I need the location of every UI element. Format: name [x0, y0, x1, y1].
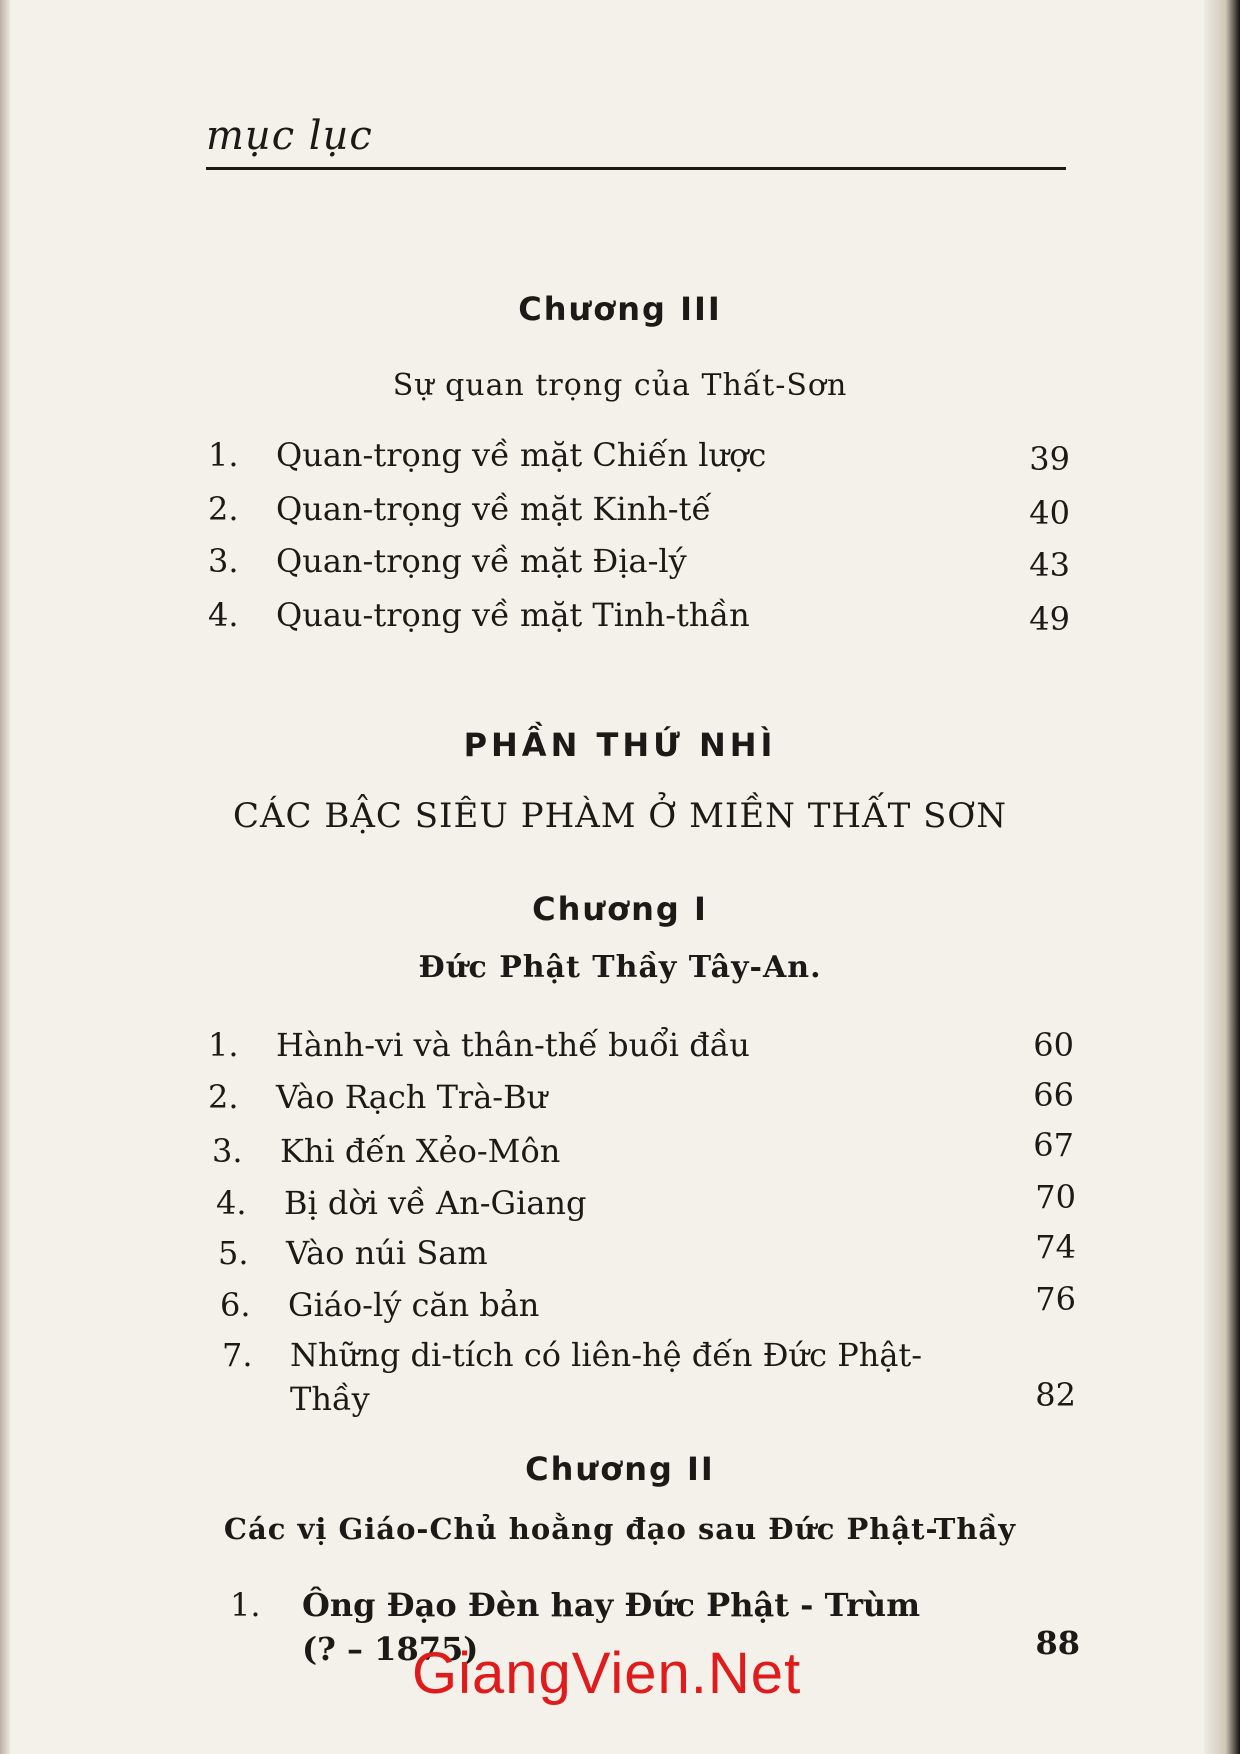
entry-title: Những di-tích có liên-hệ đến Đức Phật-: [290, 1336, 923, 1374]
entry-page: 88: [1035, 1624, 1080, 1662]
entry-title: Vào núi Sam: [286, 1234, 488, 1272]
running-head: mục lục: [206, 113, 373, 159]
entry-page: 40: [1029, 494, 1070, 532]
entry-number: 1.: [208, 436, 239, 474]
entry-number: 3.: [212, 1132, 243, 1170]
entry-title: Quau-trọng về mặt Tinh-thần: [276, 596, 750, 634]
part-heading: PHẦN THỨ NHÌ: [463, 726, 777, 764]
entry-page: 66: [1033, 1076, 1074, 1114]
page-left-edge: [0, 0, 10, 1754]
part-subtitle: CÁC BẬC SIÊU PHÀM Ở MIỀN THẤT SƠN: [232, 796, 1008, 836]
entry-title-continued: (? – 1875): [302, 1630, 479, 1668]
watermark: GiangVien.Net: [412, 1641, 802, 1706]
entry-number: 1.: [208, 1026, 239, 1064]
entry-page: 82: [1035, 1376, 1076, 1414]
header-rule: [206, 167, 1066, 170]
chapter-3-subtitle: Sự quan trọng của Thất-Sơn: [392, 368, 848, 403]
entry-number: 7.: [222, 1336, 253, 1374]
entry-number: 2.: [208, 490, 239, 528]
entry-title-continued: Thầy: [290, 1380, 370, 1418]
entry-number: 2.: [208, 1078, 239, 1116]
entry-number: 5.: [218, 1234, 249, 1272]
page-right-edge: [1204, 0, 1240, 1754]
entry-title: Khi đến Xẻo-Môn: [280, 1132, 561, 1170]
chapter-2-subtitle: Các vị Giáo-Chủ hoằng đạo sau Đức Phật-Thầy: [223, 1512, 1017, 1546]
entry-page: 43: [1029, 546, 1070, 584]
chapter-1-subtitle: Đức Phật Thầy Tây-An.: [418, 950, 822, 985]
entry-title: Quan-trọng về mặt Chiến lược: [276, 436, 767, 474]
entry-number: 4.: [208, 596, 239, 634]
entry-title: Vào Rạch Trà-Bư: [276, 1078, 548, 1116]
entry-title: Quan-trọng về mặt Địa-lý: [276, 542, 687, 580]
chapter-1-heading: Chương I: [532, 890, 708, 928]
entry-number: 3.: [208, 542, 239, 580]
page-header: [206, 105, 1066, 175]
entry-page: 74: [1035, 1228, 1076, 1266]
chapter-2-heading: Chương II: [525, 1450, 715, 1488]
entry-page: 39: [1029, 440, 1070, 478]
entry-title: Ông Đạo Đèn hay Đức Phật - Trùm: [302, 1586, 921, 1624]
entry-page: 70: [1035, 1178, 1076, 1216]
entry-number: 1.: [230, 1586, 261, 1624]
entry-title: Giáo-lý căn bản: [288, 1286, 540, 1324]
entry-number: 4.: [216, 1184, 247, 1222]
chapter-3-heading: Chương III: [518, 290, 722, 328]
entry-page: 76: [1035, 1280, 1076, 1318]
entry-page: 67: [1033, 1126, 1074, 1164]
entry-title: Bị dời về An-Giang: [284, 1184, 587, 1222]
entry-title: Hành-vi và thân-thế buổi đầu: [276, 1026, 750, 1064]
entry-number: 6.: [220, 1286, 251, 1324]
entry-page: 49: [1029, 600, 1070, 638]
entry-title: Quan-trọng về mặt Kinh-tế: [276, 490, 712, 528]
entry-page: 60: [1033, 1026, 1074, 1064]
